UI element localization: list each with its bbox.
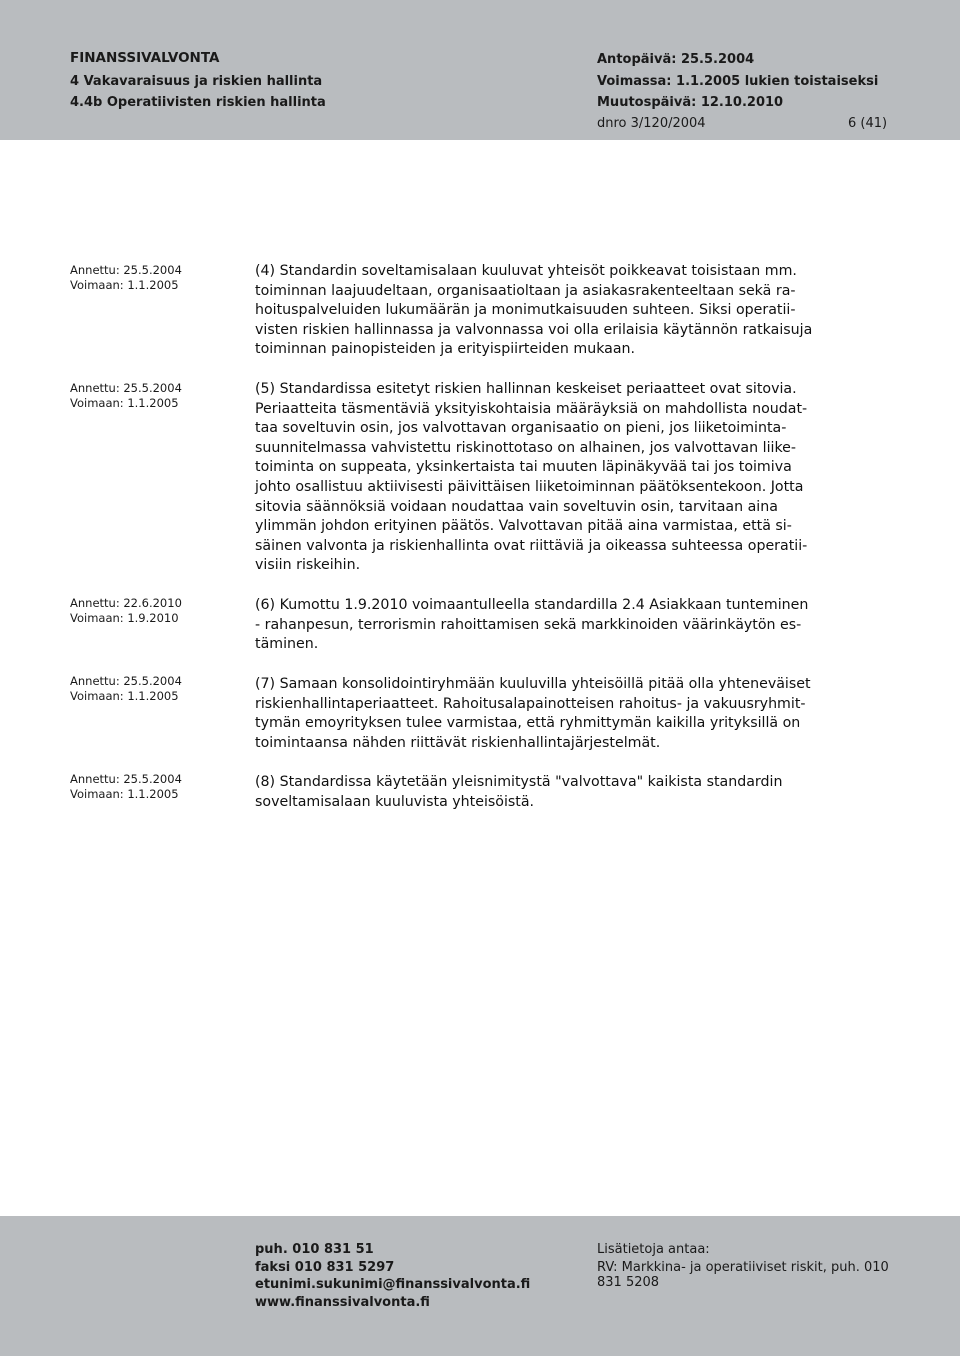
paragraph-4 [255, 262, 895, 360]
margin-note-in-force: Voimaan: 1.1.2005 [70, 278, 179, 292]
paragraph-line: (8) Standardissa käytetään yleisnimitystä "valvottava" kaikista standardin [255, 774, 783, 790]
footer-email[interactable]: etunimi.sukunimi@finanssivalvonta.fi [255, 1277, 531, 1292]
section-title: 4 Vakavaraisuus ja riskien hallinta [70, 74, 323, 89]
paragraph-line: hoituspalveluiden lukumäärän ja monimutkaisuuden suhteen. Siksi operatii- [255, 302, 796, 319]
footer-phone: puh. 010 831 51 [255, 1242, 374, 1257]
page-number: 6 (41) [848, 116, 888, 131]
paragraph-6 [255, 596, 895, 655]
paragraph-line: (6) Kumottu 1.9.2010 voimaantulleella standardilla 2.4 Asiakkaan tunteminen [255, 597, 809, 613]
paragraph-line: soveltamisalaan kuuluvista yhteisöistä. [255, 793, 535, 810]
page-footer [0, 1216, 960, 1356]
margin-note-issued: Annettu: 25.5.2004 [70, 772, 182, 786]
issued-date: Antopäivä: 25.5.2004 [597, 52, 755, 67]
paragraph-line: sitovia säännöksiä voidaan noudattaa vain soveltuvin osin, tarvitaan aina [255, 498, 778, 515]
footer-contact-line: 831 5208 [597, 1275, 660, 1290]
margin-note [70, 381, 230, 411]
paragraph-line: säinen valvonta ja riskienhallinta ovat riittäviä ja oikeassa suhteessa operatii- [255, 537, 808, 554]
margin-note-in-force: Voimaan: 1.1.2005 [70, 689, 179, 703]
paragraph-line: toimintaansa nähden riittävät riskienhallintajärjestelmät. [255, 734, 661, 751]
paragraph-7 [255, 675, 895, 753]
footer-fax: faksi 010 831 5297 [255, 1260, 395, 1275]
paragraph-line: taa soveltuvin osin, jos valvottavan organisaatio on pieni, jos liiketoiminta- [255, 420, 787, 437]
footer-info-label: Lisätietoja antaa: [597, 1242, 710, 1257]
margin-note-issued: Annettu: 25.5.2004 [70, 263, 182, 277]
paragraph-line: ylimmän johdon erityinen päätös. Valvottavan pitää aina varmistaa, että si- [255, 518, 792, 535]
paragraph-line: riskienhallintaperiaatteet. Rahoitusalapainotteisen rahoitus- ja vakuusryhmit- [255, 695, 806, 712]
paragraph-line: tymän emoyrityksen tulee varmistaa, että ryhmittymän kaikilla yrityksillä on [255, 715, 801, 732]
margin-note [70, 772, 230, 802]
paragraph-line: visten riskien hallinnassa ja valvonnassa voi olla erilaisia käytännön ratkaisuja [255, 321, 813, 338]
margin-note-in-force: Voimaan: 1.1.2005 [70, 787, 179, 801]
paragraph-line: (4) Standardin soveltamisalaan kuuluvat yhteisöt poikkeavat toisistaan mm. [255, 263, 797, 279]
footer-website[interactable]: www.finanssivalvonta.fi [255, 1295, 430, 1310]
paragraph-line: (5) Standardissa esitetyt riskien hallinnan keskeiset periaatteet ovat sitovia. [255, 381, 797, 397]
margin-note [70, 674, 230, 704]
in-force-date: Voimassa: 1.1.2005 lukien toistaiseksi [597, 74, 879, 89]
footer-contact-line: RV: Markkina- ja operatiiviset riskit, puh. 010 [597, 1260, 889, 1275]
margin-note-issued: Annettu: 25.5.2004 [70, 674, 182, 688]
paragraph-8 [255, 773, 895, 812]
paragraph-5 [255, 380, 895, 576]
paragraph-line: toiminta on suppeata, yksinkertaista tai muuten läpinäkyvää tai jos toimiva [255, 459, 792, 476]
modified-date: Muutospäivä: 12.10.2010 [597, 95, 784, 110]
org-name: FINANSSIVALVONTA [70, 50, 220, 66]
paragraph-line: visiin riskeihin. [255, 557, 361, 574]
margin-note-issued: Annettu: 25.5.2004 [70, 381, 182, 395]
paragraph-line: suunnitelmassa vahvistettu riskinottotaso on alhainen, jos valvottavan liike- [255, 439, 797, 456]
page-header [0, 0, 960, 140]
margin-note [70, 263, 230, 293]
paragraph-line: (7) Samaan konsolidointiryhmään kuuluvilla yhteisöillä pitää olla yhteneväiset [255, 676, 811, 692]
margin-note-issued: Annettu: 22.6.2010 [70, 596, 182, 610]
dnro: dnro 3/120/2004 [597, 116, 706, 131]
paragraph-line: - rahanpesun, terrorismin rahoittamisen sekä markkinoiden väärinkäytön es- [255, 616, 802, 633]
paragraph-line: Periaatteita täsmentäviä yksityiskohtaisia määräyksiä on mahdollista noudat- [255, 400, 808, 417]
paragraph-line: toiminnan painopisteiden ja erityispiirteiden mukaan. [255, 341, 636, 358]
margin-note-in-force: Voimaan: 1.1.2005 [70, 396, 179, 410]
margin-note-in-force: Voimaan: 1.9.2010 [70, 611, 179, 625]
margin-note [70, 596, 230, 626]
paragraph-line: toiminnan laajuudeltaan, organisaatioltaan ja asiakasrakenteeltaan sekä ra- [255, 282, 796, 299]
paragraph-line: täminen. [255, 636, 319, 653]
subsection-title: 4.4b Operatiivisten riskien hallinta [70, 95, 326, 110]
paragraph-line: johto osallistuu aktiivisesti päivittäisen liiketoiminnan päätöksentekoon. Jotta [255, 478, 804, 495]
